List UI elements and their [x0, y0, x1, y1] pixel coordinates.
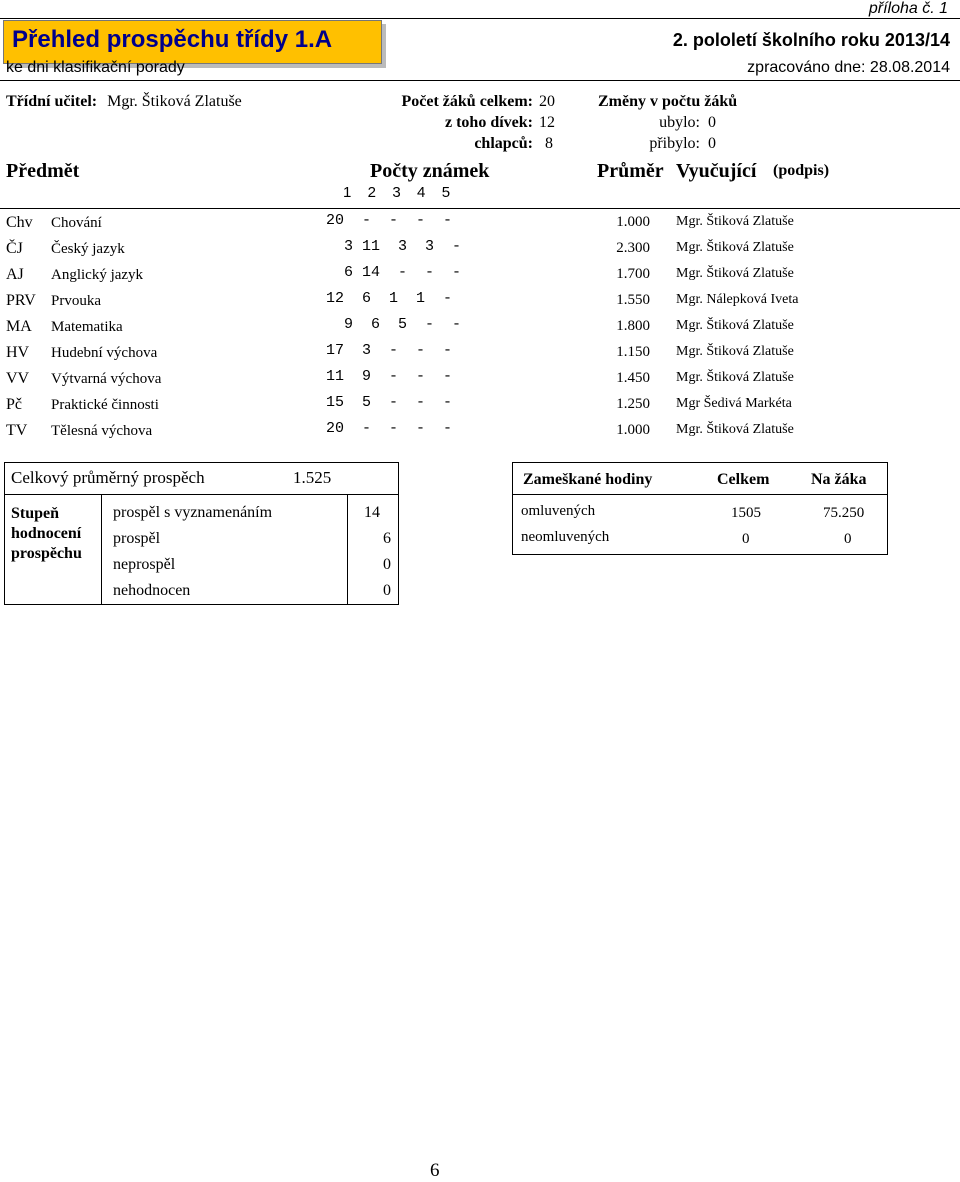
left-label: ubylo:: [659, 114, 700, 131]
changes-label: Změny v počtu žáků: [598, 93, 738, 110]
subject-average: 2.300: [616, 240, 650, 256]
subject-average: 1.450: [616, 370, 650, 386]
subject-code: HV: [6, 344, 30, 361]
subject-name: Český jazyk: [51, 241, 125, 257]
grade-counts: 11 9 - - -: [326, 368, 453, 385]
absence-row-label: omluvených: [521, 503, 596, 519]
subject-average: 1.150: [616, 344, 650, 360]
subject-name: Praktické činnosti: [51, 397, 159, 413]
subject-name: Hudební výchova: [51, 345, 158, 361]
grade-label: nehodnocen: [113, 582, 191, 599]
grade-counts: 6 14 - - -: [326, 264, 462, 281]
girls-label: z toho dívek:: [445, 114, 533, 131]
table-header-rule: [0, 208, 960, 209]
table-row: [0, 418, 960, 444]
absences-header-per-pupil: Na žáka: [811, 471, 867, 488]
pupils-total: 20: [539, 93, 555, 110]
table-row: [0, 366, 960, 392]
subject-name: Matematika: [51, 319, 123, 335]
grade-counts: 9 6 5 - -: [326, 316, 462, 333]
subject-code: AJ: [6, 266, 24, 283]
subject-teacher: Mgr Šedivá Markéta: [676, 396, 792, 411]
page-number: 6: [430, 1160, 440, 1181]
subject-average: 1.700: [616, 266, 650, 282]
table-row: [0, 340, 960, 366]
absences-header-total: Celkem: [717, 471, 770, 488]
subject-name: Tělesná výchova: [51, 423, 153, 439]
signature-header: (podpis): [773, 162, 830, 179]
grade-count: 14: [364, 504, 380, 521]
added-label: přibylo:: [649, 135, 700, 152]
class-teacher-label: Třídní učitel:: [6, 93, 98, 110]
school-period: 2. pololetí školního roku 2013/14: [672, 30, 950, 50]
grade-label: prospěl: [113, 530, 161, 547]
absence-row-label: neomluvených: [521, 529, 610, 545]
absences-box: [512, 462, 888, 555]
subject-average: 1.000: [616, 214, 650, 230]
left-count: 0: [708, 114, 716, 131]
girls-count: 12: [539, 114, 555, 131]
absence-row-total: 1505: [731, 505, 761, 521]
grade-label: prospěl s vyznamenáním: [113, 504, 273, 521]
table-row: [0, 236, 960, 262]
overall-results-box: [4, 462, 399, 605]
grade-label: neprospěl: [113, 556, 176, 573]
subject-teacher: Mgr. Štiková Zlatuše: [676, 240, 794, 255]
title-box: [3, 20, 382, 64]
absence-row-total: 0: [742, 531, 750, 547]
grade-counts: 3 11 3 3 -: [326, 238, 462, 255]
processed-date: zpracováno dne: 28.08.2014: [747, 59, 950, 76]
grade-counts-header: Počty známek: [370, 160, 490, 182]
subject-name: Prvouka: [51, 293, 101, 309]
subject-average: 1.000: [616, 422, 650, 438]
table-row: [0, 288, 960, 314]
subject-teacher: Mgr. Štiková Zlatuše: [676, 318, 794, 333]
top-rule: [0, 18, 960, 19]
grade-count: 0: [383, 556, 391, 573]
subject-average: 1.250: [616, 396, 650, 412]
subject-teacher: Mgr. Štiková Zlatuše: [676, 370, 794, 385]
subject-teacher: Mgr. Štiková Zlatuše: [676, 344, 794, 359]
boys-count: 8: [545, 135, 553, 152]
absence-row-per-pupil: 0: [844, 531, 852, 547]
table-row: [0, 314, 960, 340]
boys-label: chlapců:: [474, 135, 533, 152]
subject-teacher: Mgr. Štiková Zlatuše: [676, 266, 794, 281]
pupils-total-label: Počet žáků celkem:: [401, 93, 533, 110]
subject-code: PRV: [6, 292, 36, 309]
table-row: [0, 210, 960, 236]
grade-counts: 15 5 - - -: [326, 394, 453, 411]
subject-code: TV: [6, 422, 28, 439]
subject-teacher: Mgr. Štiková Zlatuše: [676, 214, 794, 229]
subject-name: Chování: [51, 215, 102, 231]
grade-counts: 12 6 1 1 -: [326, 290, 453, 307]
report-subtitle: ke dni klasifikační porady: [6, 59, 185, 76]
overall-average-label: Celkový průměrný prospěch: [11, 468, 205, 487]
subject-teacher: Mgr. Štiková Zlatuše: [676, 422, 794, 437]
teacher-header: Vyučující: [676, 160, 757, 182]
page-title: Přehled prospěchu třídy 1.A: [12, 26, 333, 53]
average-header: Průměr: [597, 160, 664, 182]
grade-count: 0: [383, 582, 391, 599]
subject-average: 1.550: [616, 292, 650, 308]
subject-name: Anglický jazyk: [51, 267, 144, 283]
grade-counts: 20 - - - -: [326, 420, 453, 437]
added-count: 0: [708, 135, 716, 152]
absences-header-label: Zameškané hodiny: [523, 471, 653, 488]
subject-code: MA: [6, 318, 32, 335]
overall-average-value: 1.525: [293, 468, 332, 487]
grading-label: Stupeň hodnocení prospěchu: [11, 505, 82, 562]
subject-code: ČJ: [6, 240, 23, 257]
subject-teacher: Mgr. Nálepková Iveta: [676, 292, 799, 307]
grade-counts: 20 - - - -: [326, 212, 453, 229]
table-row: [0, 392, 960, 418]
annex-label: příloha č. 1: [868, 0, 948, 17]
subject-code: VV: [6, 370, 30, 387]
class-teacher-name: Mgr. Štiková Zlatuše: [107, 93, 242, 110]
header-rule: [0, 80, 960, 81]
grade-numbers: 1 2 3 4 5: [343, 184, 451, 201]
class-teacher: [6, 93, 242, 111]
grade-count: 6: [383, 530, 391, 547]
absence-row-per-pupil: 75.250: [823, 505, 865, 521]
subject-average: 1.800: [616, 318, 650, 334]
subject-code: Pč: [6, 396, 22, 413]
subject-name: Výtvarná výchova: [51, 371, 162, 387]
subject-code: Chv: [6, 214, 33, 231]
table-row: [0, 262, 960, 288]
subject-header: Předmět: [6, 160, 80, 182]
grade-counts: 17 3 - - -: [326, 342, 453, 359]
